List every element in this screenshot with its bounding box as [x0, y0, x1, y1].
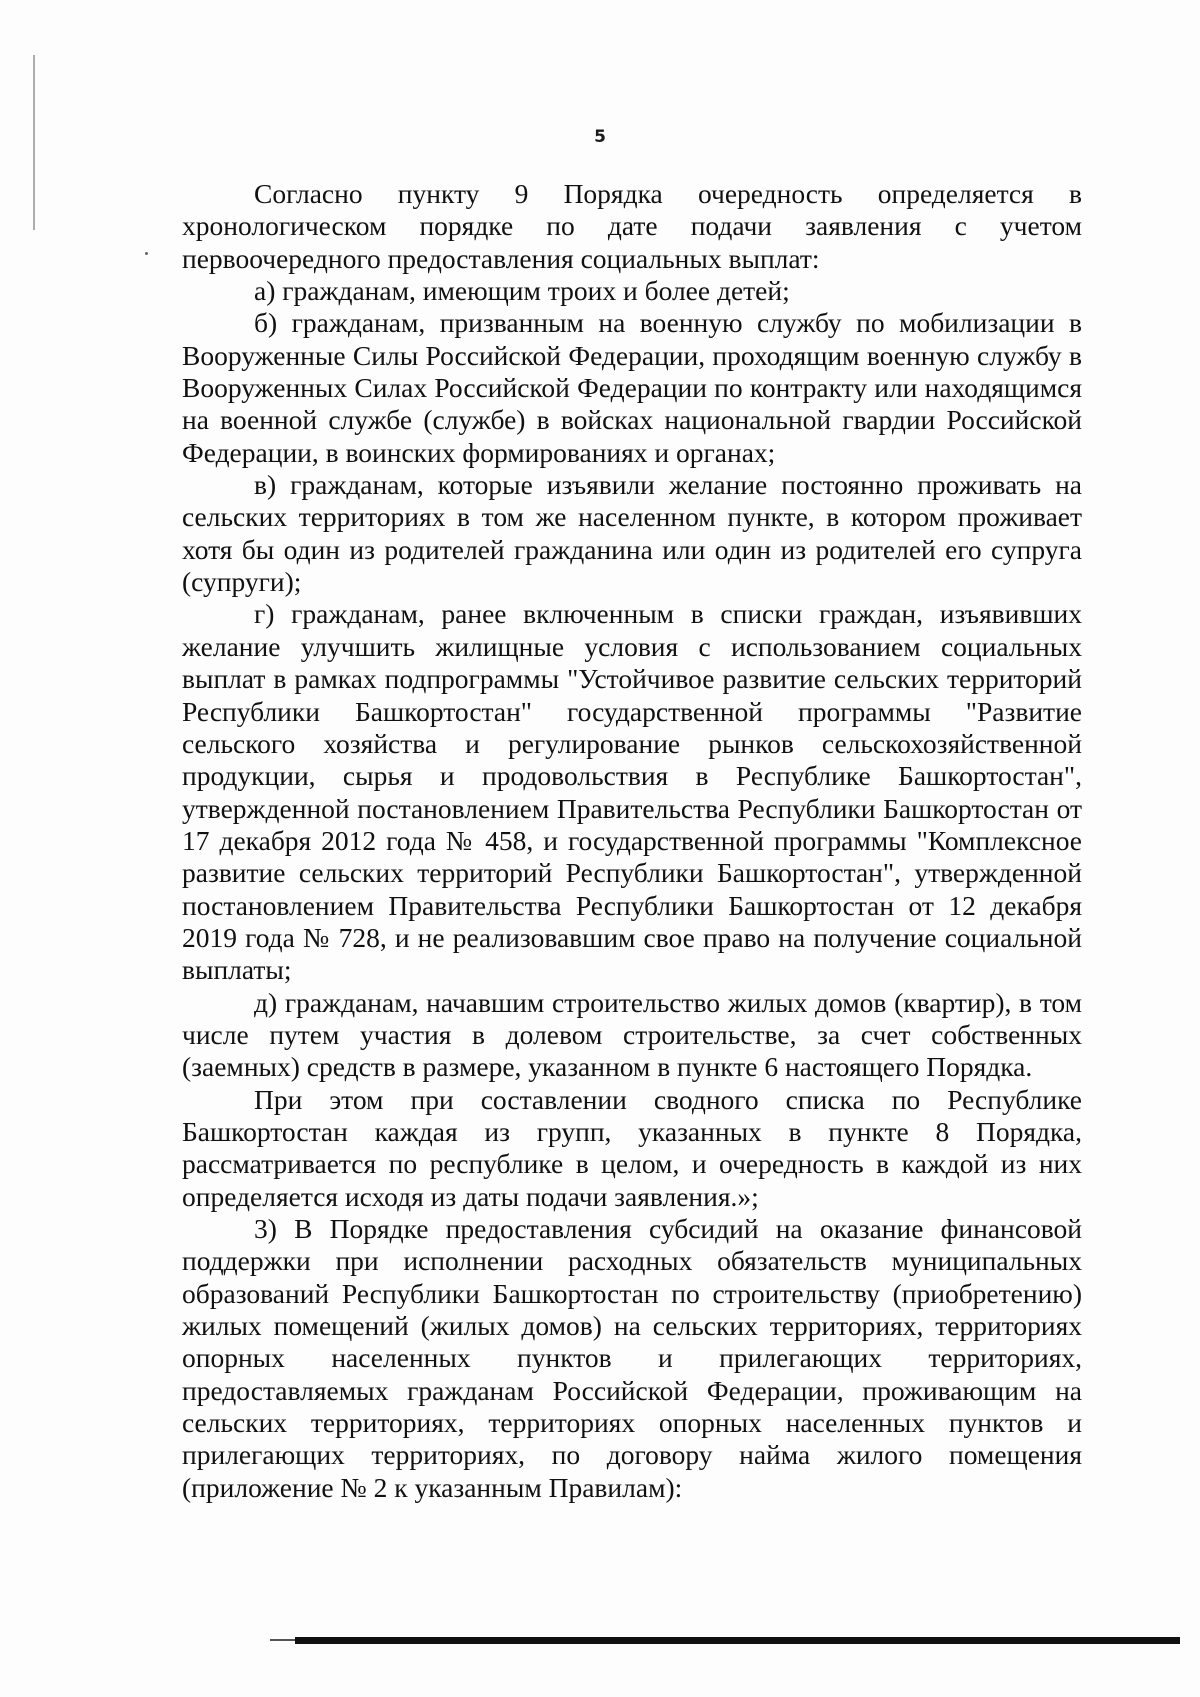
paragraph-item-g: г) гражданам, ранее включенным в списки граждан, изъявивших желание улучшить жилищные условия с использованием социальных выплат в рамках подпрограммы "Устойчивое развитие сельских территорий Республики Башкортостан" государственной программы "Развитие сельского хозяйства и регулирование рынков сельскохозяйственной продукции, сырья и продовольствия в Республике Башкортостан", утвержденной постановлением Правительства Республики Башкортостан от 17 декабря 2012 года № 458, и государственной программы "Комплексное развитие сельских территорий Республики Башкортостан", утвержденной постановлением Правительства Республики Башкортостан от 12 декабря 2019 года № 728, и не реализовавшим свое право на получение социальной выплаты;	[182, 598, 1082, 986]
paragraph-item-d: д) гражданам, начавшим строительство жилых домов (квартир), в том числе путем участия в долевом строительстве, за счет собственных (заемных) средств в размере, указанном в пункте 6 настоящего Порядка.	[182, 986, 1082, 1083]
bottom-rule	[295, 1637, 1180, 1644]
document-body	[182, 178, 1082, 1504]
paragraph-item-b: б) гражданам, призванным на военную службу по мобилизации в Вооруженные Силы Российской Федерации, проходящим военную службу в Вооруженных Силах Российской Федерации по контракту или находящимся на военной службе (службе) в войсках национальной гвардии Российской Федерации, в воинских формированиях и органах;	[182, 307, 1082, 468]
page-number: 5	[594, 127, 606, 147]
paragraph-item-a: а) гражданам, имеющим троих и более детей;	[254, 275, 790, 307]
paragraph-item-v: в) гражданам, которые изъявили желание постоянно проживать на сельских территориях в том же населенном пункте, в котором проживает хотя бы один из родителей гражданина или один из родителей его супруга (супруги);	[182, 469, 1082, 598]
paragraph-section-3: 3) В Порядке предоставления субсидий на оказание финансовой поддержки при исполнении расходных обязательств муниципальных образований Республики Башкортостан по строительству (приобретению) жилых помещений (жилых домов) на сельских территориях, территориях опорных населенных пунктов и прилегающих территориях, предоставляемых гражданам Российской Федерации, проживающим на сельских территориях, территориях опорных населенных пунктов и прилегающих территориях, по договору найма жилого помещения (приложение № 2 к указанным Правилам):	[182, 1213, 1082, 1503]
scan-speck	[145, 252, 148, 255]
paragraph-summary: При этом при составлении сводного списка по Республике Башкортостан каждая из групп, указанных в пункте 8 Порядка, рассматривается по республике в целом, и очередность в каждой из них определяется исходя из даты подачи заявления.»;	[182, 1083, 1082, 1212]
paragraph-intro: Согласно пункту 9 Порядка очередность определяется в хронологическом порядке по дате подачи заявления с учетом первоочередного предоставления социальных выплат:	[182, 178, 1082, 274]
